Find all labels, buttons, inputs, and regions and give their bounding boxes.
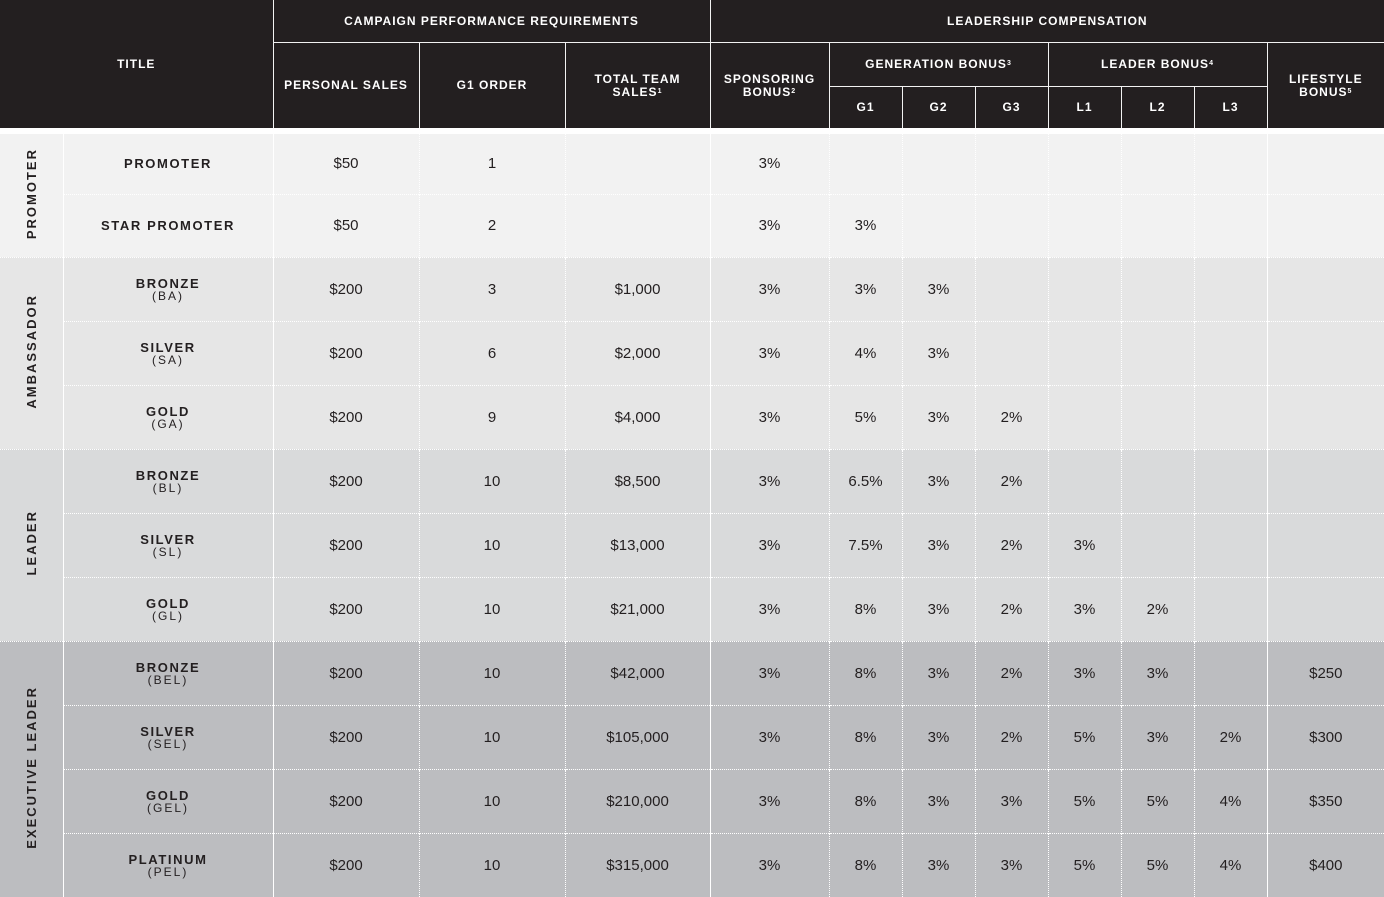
table-header [0,0,1384,131]
cell-sponsoring-bonus: 3% [710,833,829,897]
cell-personal-sales: $200 [273,385,419,449]
cell-personal-sales: $200 [273,321,419,385]
header-leadership-compensation: LEADERSHIP COMPENSATION [710,0,1384,43]
cell-lifestyle-bonus [1267,194,1384,257]
cell-l3-bonus [1194,449,1267,513]
cell-l2-bonus: 3% [1121,705,1194,769]
cell-g2-bonus: 3% [902,577,975,641]
cell-g1-bonus: 3% [829,257,902,321]
cell-total-team-sales: $315,000 [565,833,710,897]
cell-g1-order: 6 [419,321,565,385]
cell-g2-bonus: 3% [902,513,975,577]
cell-l1-bonus: 5% [1048,705,1121,769]
cell-lifestyle-bonus [1267,449,1384,513]
table-row [0,641,1384,705]
cell-title [63,705,273,769]
cell-g1-order: 9 [419,385,565,449]
table-row [0,769,1384,833]
cell-l1-bonus [1048,449,1121,513]
cell-g1-order: 10 [419,577,565,641]
cell-l2-bonus [1121,385,1194,449]
cell-g1-order: 3 [419,257,565,321]
cell-sponsoring-bonus: 3% [710,131,829,194]
table-row [0,131,1384,194]
cell-lifestyle-bonus: $300 [1267,705,1384,769]
cell-g1-order: 10 [419,833,565,897]
header-l2: L2 [1121,87,1194,132]
cell-l2-bonus: 5% [1121,769,1194,833]
cell-total-team-sales: $210,000 [565,769,710,833]
cell-total-team-sales: $4,000 [565,385,710,449]
cell-l3-bonus [1194,321,1267,385]
cell-title [63,513,273,577]
cell-title [63,385,273,449]
cell-l2-bonus [1121,321,1194,385]
title-abbreviation: (SA) [152,352,184,367]
cell-total-team-sales [565,194,710,257]
group-label-executive-leader: EXECUTIVE LEADER [0,641,63,897]
cell-g1-bonus: 5% [829,385,902,449]
cell-title [63,833,273,897]
cell-total-team-sales [565,131,710,194]
cell-l1-bonus [1048,321,1121,385]
cell-personal-sales: $200 [273,449,419,513]
cell-lifestyle-bonus [1267,321,1384,385]
title-abbreviation: (SL) [152,544,184,559]
title-name: GOLD [146,595,190,611]
cell-l3-bonus [1194,641,1267,705]
cell-g1-order: 10 [419,769,565,833]
cell-l3-bonus [1194,194,1267,257]
cell-personal-sales: $200 [273,833,419,897]
cell-total-team-sales: $105,000 [565,705,710,769]
group-ambassador [0,257,1384,449]
cell-l1-bonus: 5% [1048,769,1121,833]
title-name: SILVER [140,339,196,355]
cell-g1-order: 10 [419,641,565,705]
title-abbreviation: (BEL) [147,672,189,687]
cell-g2-bonus: 3% [902,705,975,769]
title-name: PLATINUM [128,851,208,867]
cell-g1-bonus: 8% [829,769,902,833]
header-title: TITLE [0,0,273,131]
cell-l1-bonus: 3% [1048,577,1121,641]
cell-l3-bonus [1194,385,1267,449]
cell-l1-bonus: 3% [1048,513,1121,577]
title-abbreviation: (BA) [152,288,184,303]
cell-g1-bonus: 8% [829,641,902,705]
header-g1: G1 [829,87,902,132]
header-g1-order: G1 ORDER [419,43,565,132]
cell-personal-sales: $200 [273,577,419,641]
cell-g1-bonus [829,131,902,194]
cell-personal-sales: $50 [273,131,419,194]
cell-g1-order: 10 [419,449,565,513]
cell-sponsoring-bonus: 3% [710,705,829,769]
title-name: GOLD [146,403,190,419]
cell-g2-bonus: 3% [902,769,975,833]
cell-l1-bonus [1048,131,1121,194]
cell-lifestyle-bonus: $250 [1267,641,1384,705]
cell-l2-bonus: 5% [1121,833,1194,897]
cell-g3-bonus [975,194,1048,257]
cell-personal-sales: $200 [273,641,419,705]
cell-g1-bonus: 7.5% [829,513,902,577]
cell-g2-bonus [902,131,975,194]
cell-g3-bonus: 2% [975,385,1048,449]
cell-title [63,257,273,321]
header-l3: L3 [1194,87,1267,132]
cell-total-team-sales: $13,000 [565,513,710,577]
header-leader-bonus: LEADER BONUS$^4$ [1048,43,1267,87]
header-lifestyle-bonus: LIFESTYLE BONUS$^5$ [1267,43,1384,132]
cell-lifestyle-bonus [1267,513,1384,577]
cell-g3-bonus: 2% [975,449,1048,513]
cell-l2-bonus: 3% [1121,641,1194,705]
cell-lifestyle-bonus: $400 [1267,833,1384,897]
table-row [0,321,1384,385]
title-abbreviation: (GEL) [147,800,190,815]
cell-g3-bonus [975,321,1048,385]
header-generation-bonus: GENERATION BONUS$^3$ [829,43,1048,87]
table-row [0,257,1384,321]
header-g3: G3 [975,87,1048,132]
cell-g1-bonus: 4% [829,321,902,385]
cell-sponsoring-bonus: 3% [710,194,829,257]
table-row [0,833,1384,897]
cell-lifestyle-bonus [1267,257,1384,321]
cell-g2-bonus: 3% [902,833,975,897]
table-row [0,385,1384,449]
title-abbreviation: (SEL) [147,736,189,751]
cell-total-team-sales: $42,000 [565,641,710,705]
title-abbreviation: (GA) [151,416,185,431]
cell-g1-bonus: 8% [829,705,902,769]
table-row [0,194,1384,257]
cell-lifestyle-bonus [1267,385,1384,449]
title-abbreviation: (GL) [152,608,184,623]
cell-g2-bonus: 3% [902,257,975,321]
cell-l3-bonus: 4% [1194,769,1267,833]
cell-sponsoring-bonus: 3% [710,385,829,449]
cell-title [63,769,273,833]
cell-g3-bonus: 2% [975,705,1048,769]
group-label-promoter: PROMOTER [0,131,63,257]
cell-l2-bonus [1121,513,1194,577]
table-row [0,513,1384,577]
header-total-team-sales: TOTAL TEAM SALES$^1$ [565,43,710,132]
cell-title [63,641,273,705]
cell-total-team-sales: $8,500 [565,449,710,513]
cell-personal-sales: $200 [273,513,419,577]
title-name: BRONZE [135,659,201,675]
cell-g3-bonus: 2% [975,577,1048,641]
cell-title [63,194,273,257]
header-personal-sales: PERSONAL SALES [273,43,419,132]
cell-l1-bonus [1048,194,1121,257]
table-row [0,577,1384,641]
group-label-ambassador: AMBASSADOR [0,257,63,449]
cell-l3-bonus: 2% [1194,705,1267,769]
cell-l1-bonus: 5% [1048,833,1121,897]
cell-l1-bonus [1048,385,1121,449]
cell-total-team-sales: $2,000 [565,321,710,385]
cell-g2-bonus: 3% [902,449,975,513]
cell-lifestyle-bonus [1267,577,1384,641]
cell-title [63,131,273,194]
cell-g1-order: 2 [419,194,565,257]
cell-sponsoring-bonus: 3% [710,321,829,385]
header-sponsoring-bonus: SPONSORING BONUS$^2$ [710,43,829,132]
cell-g2-bonus [902,194,975,257]
group-promoter [0,131,1384,257]
cell-sponsoring-bonus: 3% [710,513,829,577]
group-label-leader: LEADER [0,449,63,641]
cell-g3-bonus: 2% [975,641,1048,705]
header-campaign-requirements: CAMPAIGN PERFORMANCE REQUIREMENTS [273,0,710,43]
cell-lifestyle-bonus [1267,131,1384,194]
cell-l1-bonus: 3% [1048,641,1121,705]
cell-g3-bonus: 3% [975,769,1048,833]
cell-sponsoring-bonus: 3% [710,769,829,833]
cell-l3-bonus [1194,513,1267,577]
cell-sponsoring-bonus: 3% [710,449,829,513]
cell-personal-sales: $200 [273,705,419,769]
cell-title [63,449,273,513]
cell-lifestyle-bonus: $350 [1267,769,1384,833]
cell-g3-bonus [975,257,1048,321]
cell-personal-sales: $200 [273,769,419,833]
cell-personal-sales: $200 [273,257,419,321]
cell-g1-order: 1 [419,131,565,194]
cell-g1-bonus: 8% [829,577,902,641]
cell-total-team-sales: $21,000 [565,577,710,641]
cell-sponsoring-bonus: 3% [710,641,829,705]
cell-l3-bonus: 4% [1194,833,1267,897]
header-l1: L1 [1048,87,1121,132]
cell-g2-bonus: 3% [902,321,975,385]
cell-g1-bonus: 6.5% [829,449,902,513]
cell-title [63,321,273,385]
table-row [0,449,1384,513]
cell-l2-bonus: 2% [1121,577,1194,641]
cell-g1-order: 10 [419,513,565,577]
group-leader [0,449,1384,641]
title-name: PROMOTER [124,156,212,172]
cell-title [63,577,273,641]
cell-g3-bonus: 2% [975,513,1048,577]
cell-l2-bonus [1121,257,1194,321]
group-executive-leader [0,641,1384,897]
cell-g3-bonus: 3% [975,833,1048,897]
title-abbreviation: (PEL) [147,864,189,879]
cell-sponsoring-bonus: 3% [710,577,829,641]
cell-g2-bonus: 3% [902,641,975,705]
cell-g1-bonus: 3% [829,194,902,257]
cell-l3-bonus [1194,131,1267,194]
cell-l2-bonus [1121,449,1194,513]
title-name: STAR PROMOTER [101,218,235,233]
cell-g1-order: 10 [419,705,565,769]
title-name: BRONZE [135,275,201,291]
table-row [0,705,1384,769]
cell-total-team-sales: $1,000 [565,257,710,321]
header-g2: G2 [902,87,975,132]
cell-l3-bonus [1194,577,1267,641]
title-name: BRONZE [135,467,201,483]
title-abbreviation: (BL) [152,480,184,495]
cell-l3-bonus [1194,257,1267,321]
cell-sponsoring-bonus: 3% [710,257,829,321]
cell-l2-bonus [1121,194,1194,257]
cell-g1-bonus: 8% [829,833,902,897]
title-name: SILVER [140,531,196,547]
cell-l2-bonus [1121,131,1194,194]
title-name: GOLD [146,787,190,803]
cell-g3-bonus [975,131,1048,194]
title-name: SILVER [140,723,196,739]
cell-g2-bonus: 3% [902,385,975,449]
cell-personal-sales: $50 [273,194,419,257]
cell-l1-bonus [1048,257,1121,321]
